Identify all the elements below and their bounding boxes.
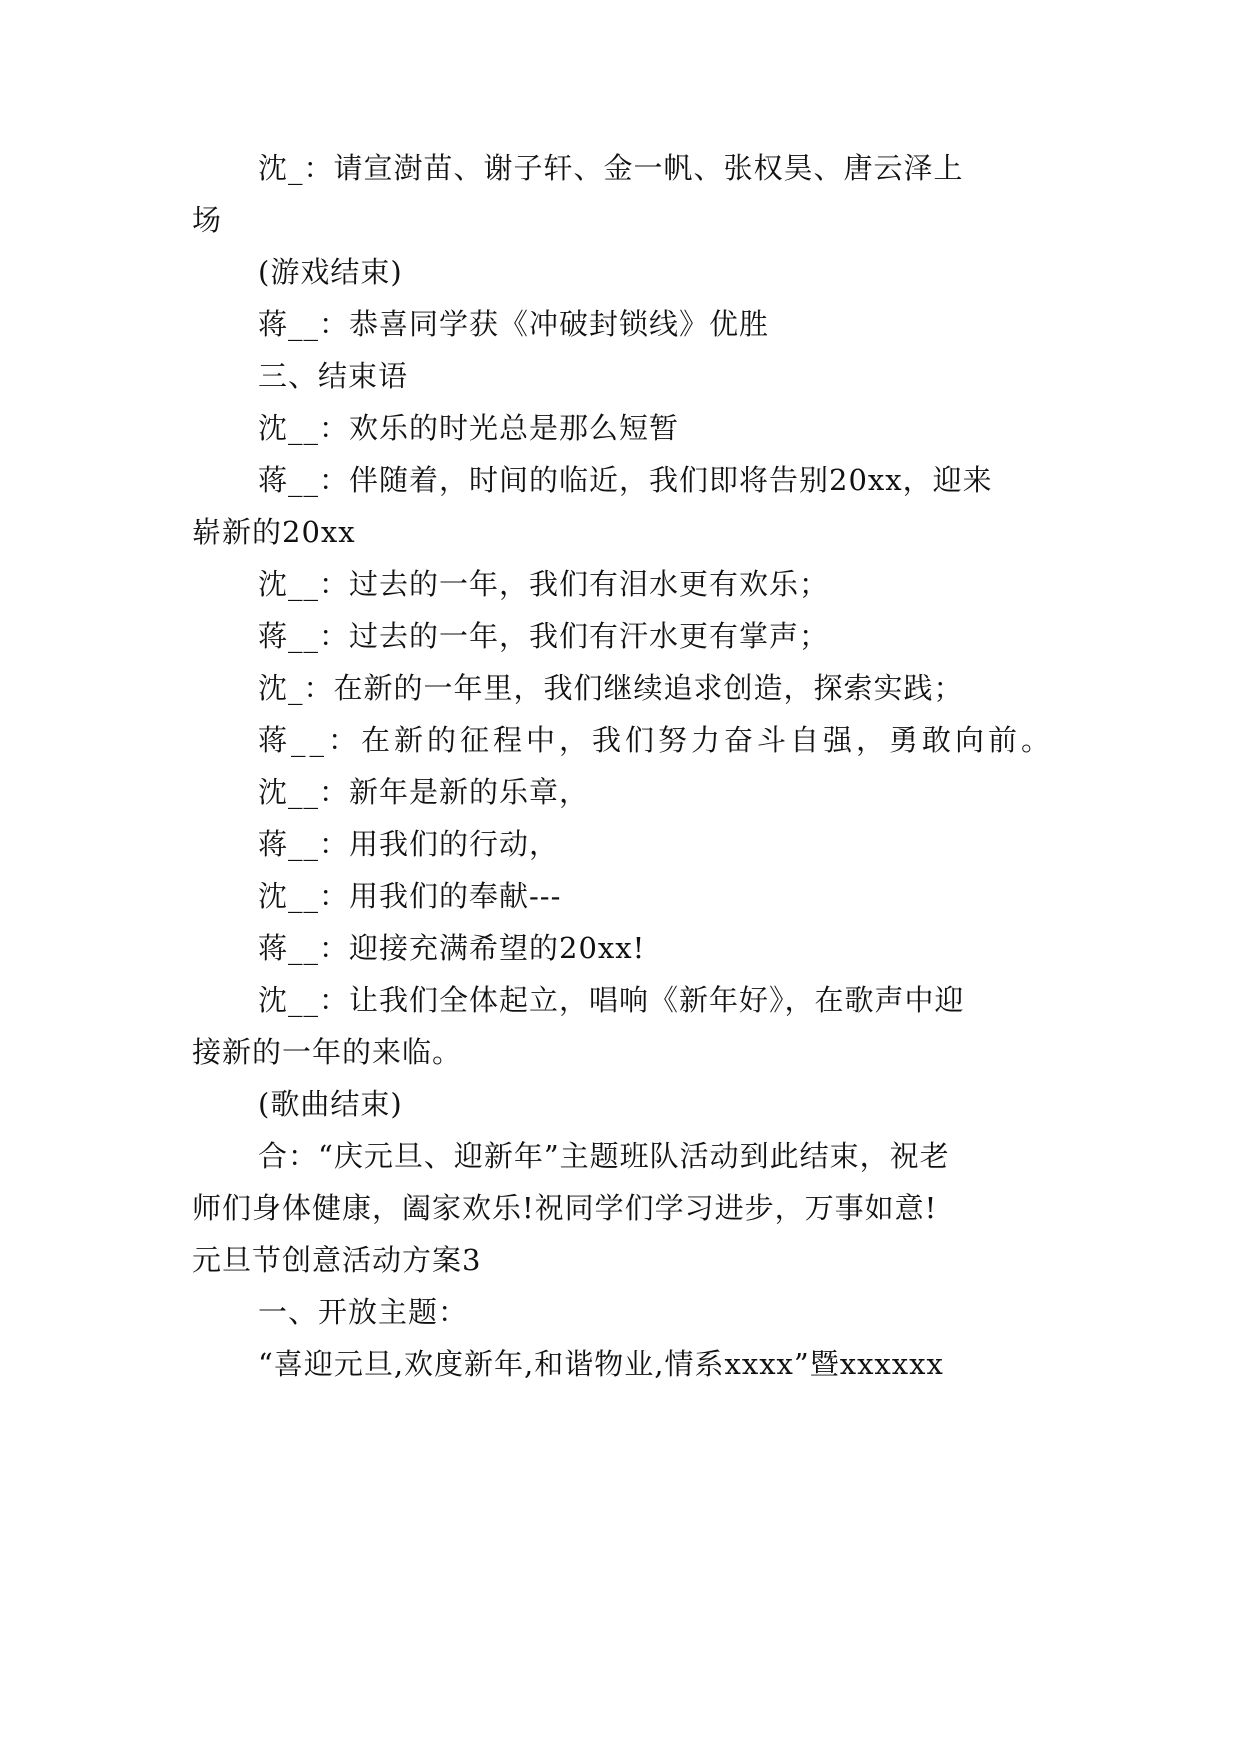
paragraph-line: 崭新的20xx bbox=[192, 515, 356, 549]
paragraph-line: 蒋__：用我们的行动， bbox=[258, 827, 560, 861]
paragraph-line: “喜迎元旦,欢度新年,和谐物业,情系xxxx”暨xxxxxx bbox=[258, 1347, 944, 1381]
paragraph-line: 沈_：请宣澍苗、谢子轩、金一帆、张权昊、唐云泽上 bbox=[258, 151, 964, 185]
paragraph-line: 沈__：新年是新的乐章， bbox=[258, 775, 590, 809]
paragraph-line: 师们身体健康，阖家欢乐!祝同学们学习进步，万事如意! bbox=[192, 1191, 938, 1225]
paragraph-line: 蒋__：在新的征程中，我们努力奋斗自强，勇敢向前。 bbox=[258, 723, 1055, 757]
paragraph-line: 蒋__：恭喜同学获《冲破封锁线》优胜 bbox=[258, 307, 770, 341]
section-heading: 一、开放主题： bbox=[258, 1295, 469, 1329]
paragraph-line: 接新的一年的来临。 bbox=[192, 1035, 463, 1069]
paragraph-line: 蒋__：过去的一年，我们有汗水更有掌声； bbox=[258, 619, 830, 653]
paragraph-line: 蒋__：迎接充满希望的20xx! bbox=[258, 931, 646, 965]
paragraph-line: 沈__：用我们的奉献--- bbox=[258, 879, 562, 913]
paragraph-line: 沈__：过去的一年，我们有泪水更有欢乐； bbox=[258, 567, 830, 601]
paragraph-line: 沈__：欢乐的时光总是那么短暂 bbox=[258, 411, 680, 445]
section-heading: 三、结束语 bbox=[258, 359, 409, 393]
paragraph-line: 蒋__：伴随着，时间的临近，我们即将告别20xx，迎来 bbox=[258, 463, 993, 497]
paragraph-line: (歌曲结束) bbox=[258, 1087, 403, 1121]
paragraph-line: 场 bbox=[192, 203, 223, 237]
paragraph-line: 沈__：让我们全体起立，唱响《新年好》，在歌声中迎 bbox=[258, 983, 965, 1017]
paragraph-line: 合：“庆元旦、迎新年”主题班队活动到此结束，祝老 bbox=[258, 1139, 950, 1173]
section-title: 元旦节创意活动方案3 bbox=[192, 1243, 482, 1277]
paragraph-line: 沈_：在新的一年里，我们继续追求创造，探索实践； bbox=[258, 671, 964, 705]
paragraph-line: (游戏结束) bbox=[258, 255, 403, 289]
